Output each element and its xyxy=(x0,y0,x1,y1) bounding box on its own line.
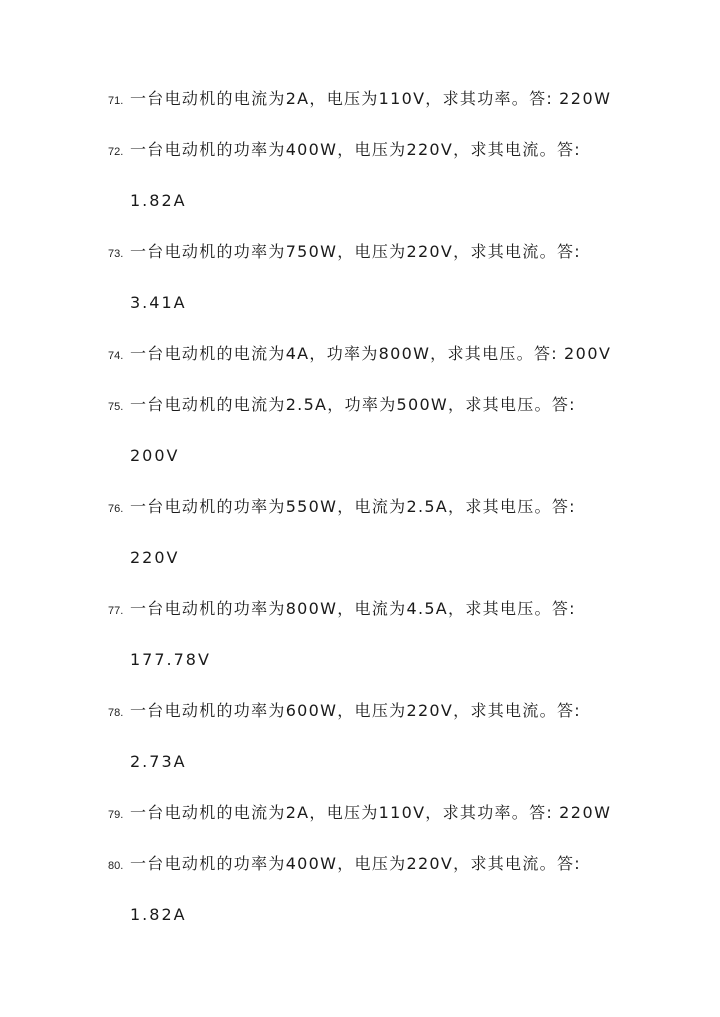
question-line xyxy=(108,849,668,900)
problem-number: 74. xyxy=(108,350,124,362)
question-text: 一台电动机的电流为2A，电压为110V，求其功率。答: xyxy=(130,803,554,822)
problem-item xyxy=(108,390,668,492)
problem-item xyxy=(108,594,668,696)
problem-number: 78. xyxy=(108,707,124,719)
question-line xyxy=(108,696,668,747)
answer-text: 220W xyxy=(559,803,612,822)
question-text: 一台电动机的功率为800W，电流为4.5A，求其电压。答: xyxy=(130,599,576,618)
question-text: 一台电动机的功率为550W，电流为2.5A，求其电压。答: xyxy=(130,497,576,516)
problem-item xyxy=(108,849,668,951)
answer-text: 2.73A xyxy=(130,752,187,771)
question-line xyxy=(108,594,668,645)
problem-number: 80. xyxy=(108,860,124,872)
question-line xyxy=(108,339,668,390)
problem-item xyxy=(108,84,668,135)
question-line xyxy=(108,492,668,543)
problem-number: 77. xyxy=(108,605,124,617)
answer-text: 3.41A xyxy=(130,293,187,312)
answer-text: 220W xyxy=(559,89,612,108)
answer-text: 200V xyxy=(563,344,612,363)
question-line xyxy=(108,798,668,849)
answer-text: 1.82A xyxy=(130,905,187,924)
problem-item xyxy=(108,798,668,849)
answer-text: 200V xyxy=(130,446,180,465)
question-line xyxy=(108,390,668,441)
question-line xyxy=(108,237,668,288)
problem-number: 71. xyxy=(108,95,124,107)
problem-number: 76. xyxy=(108,503,124,515)
question-text: 一台电动机的功率为400W，电压为220V，求其电流。答: xyxy=(130,854,581,873)
problem-item xyxy=(108,492,668,594)
problem-number: 73. xyxy=(108,248,124,260)
problem-item xyxy=(108,696,668,798)
problem-item xyxy=(108,339,668,390)
problem-item xyxy=(108,237,668,339)
question-text: 一台电动机的功率为400W，电压为220V，求其电流。答: xyxy=(130,140,581,159)
answer-text: 177.78V xyxy=(130,650,211,669)
question-text: 一台电动机的电流为4A，功率为800W，求其电压。答: xyxy=(130,344,558,363)
answer-text: 220V xyxy=(130,548,180,567)
problem-list xyxy=(108,84,668,951)
question-text: 一台电动机的电流为2.5A，功率为500W，求其电压。答: xyxy=(130,395,576,414)
question-text: 一台电动机的功率为750W，电压为220V，求其电流。答: xyxy=(130,242,581,261)
question-text: 一台电动机的电流为2A，电压为110V，求其功率。答: xyxy=(130,89,554,108)
question-line xyxy=(108,135,668,186)
question-text: 一台电动机的功率为600W，电压为220V，求其电流。答: xyxy=(130,701,581,720)
problem-number: 79. xyxy=(108,809,124,821)
problem-number: 75. xyxy=(108,401,124,413)
question-line xyxy=(108,84,668,135)
problem-number: 72. xyxy=(108,146,124,158)
problem-item xyxy=(108,135,668,237)
answer-text: 1.82A xyxy=(130,191,187,210)
